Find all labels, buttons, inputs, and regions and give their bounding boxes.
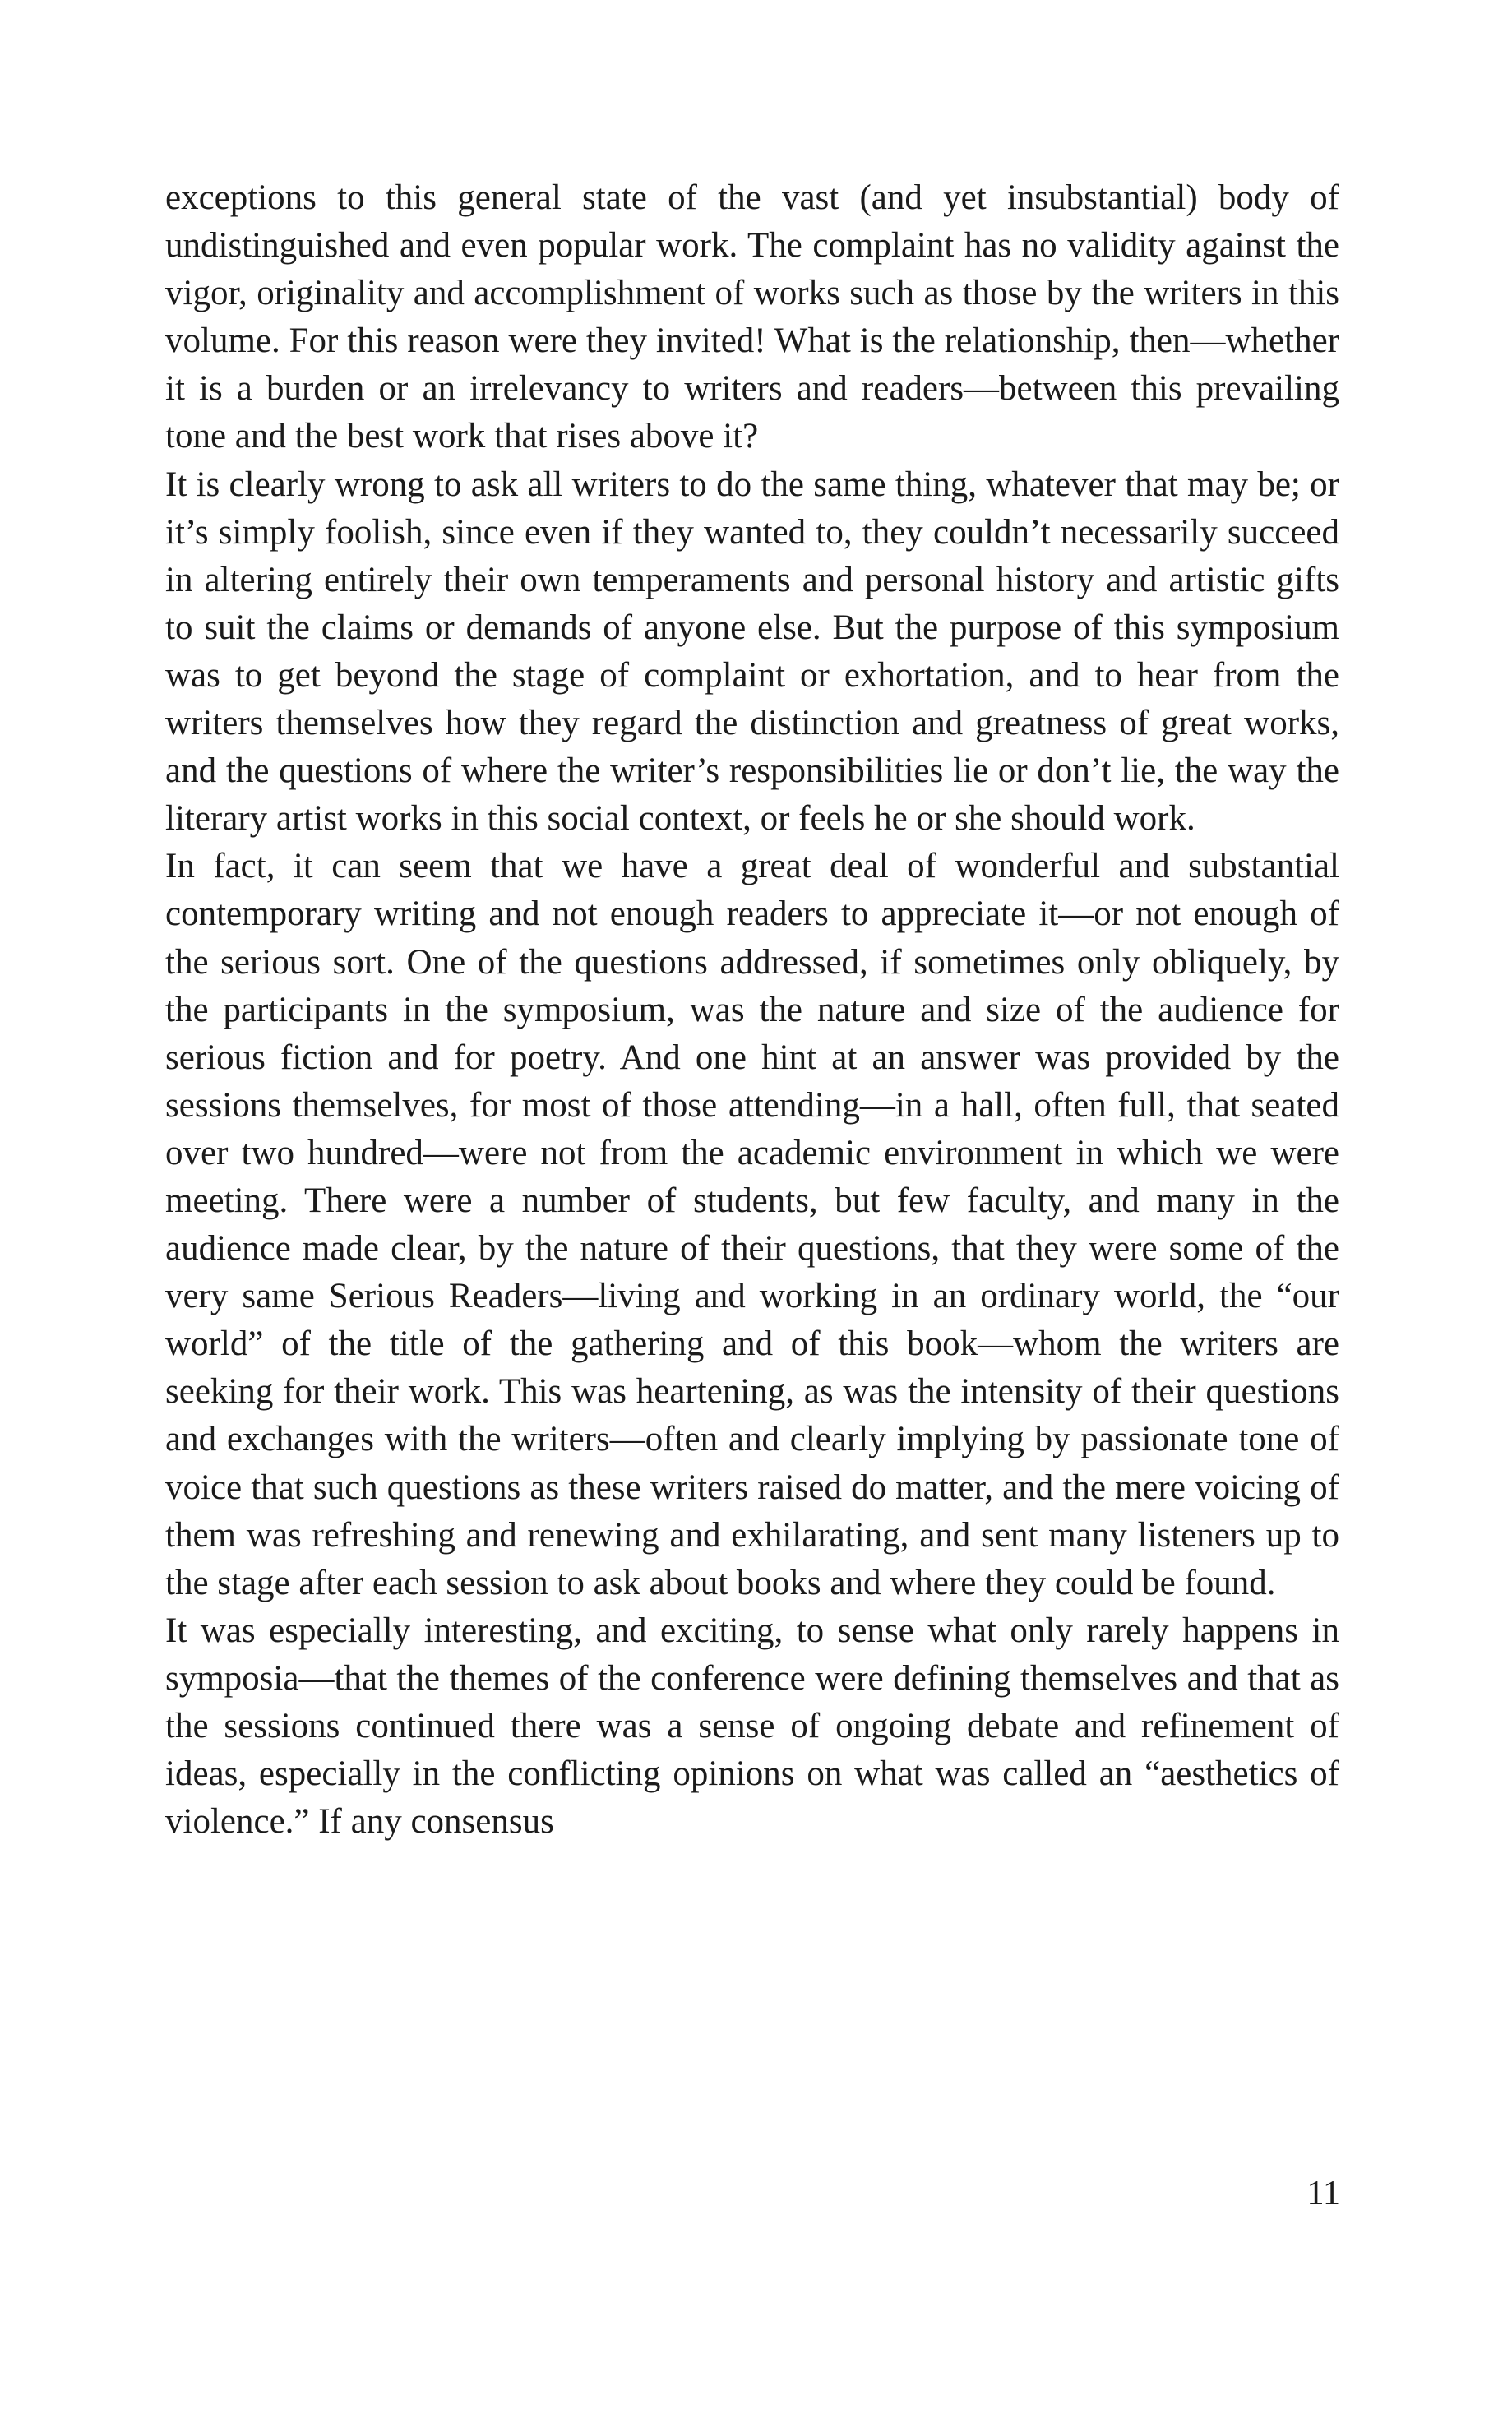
page-number: 11 — [1306, 2175, 1340, 2212]
paragraph-3: In fact, it can seem that we have a great deal of wonderful and substantial contemporary writing and not enough readers to appreciate it—or not enough of the serious sort. One of the questions addressed, if sometimes only obliquely, by the participants in the symposium, was the nature and size of the audience for serious fiction and for poetry. And one hint at an answer was provided by the sessions themselves, for most of those attending—in a hall, often full, that seated over two hundred—were not from the academic environment in which we were meeting. There were a number of students, but few faculty, and many in the audience made clear, by the nature of their questions, that they were some of the very same Serious Readers—living and working in an ordinary world, the “our world” of the title of the gathering and of this book—whom the writers are seeking for their work. This was heartening, as was the intensity of their questions and exchanges with the writers—often and clearly implying by passionate tone of voice that such questions as these writers raised do matter, and the mere voicing of them was refreshing and renewing and exhilarating, and sent many listeners up to the stage after each session to ask about books and where they could be found. — [165, 847, 1339, 1602]
paragraph-4: It was especially interesting, and exciting, to sense what only rarely happens in symposia—that the themes of the conference were defining themselves and that as the sessions continued there was a sense of ongoing debate and refinement of ideas, especially in the conflicting opinions on what was called an “aesthetics of violence.” If any consensus — [165, 1611, 1339, 1842]
paragraph-1: exceptions to this general state of the vast (and yet insubstantial) body of undistinguished and even popular work. The complaint has no validity against the vigor, originality and accomplishment of works such as those by the writers in this volume. For this reason were they invited! What is the relationship, then—whether it is a burden or an irrelevancy to writers and readers—between this prevailing tone and the best work that rises above it? — [165, 178, 1339, 456]
body-text — [165, 174, 1339, 1846]
paragraph-2: It is clearly wrong to ask all writers to do the same thing, whatever that may be; or it’s simply foolish, since even if they wanted to, they couldn’t necessarily succeed in altering entirely their own temperaments and personal history and artistic gifts to suit the claims or demands of anyone else. But the purpose of this symposium was to get beyond the stage of complaint or exhortation, and to hear from the writers themselves how they regard the distinction and greatness of great works, and the questions of where the writer’s responsibilities lie or don’t lie, the way the literary artist works in this social context, or feels he or she should work. — [165, 465, 1339, 839]
